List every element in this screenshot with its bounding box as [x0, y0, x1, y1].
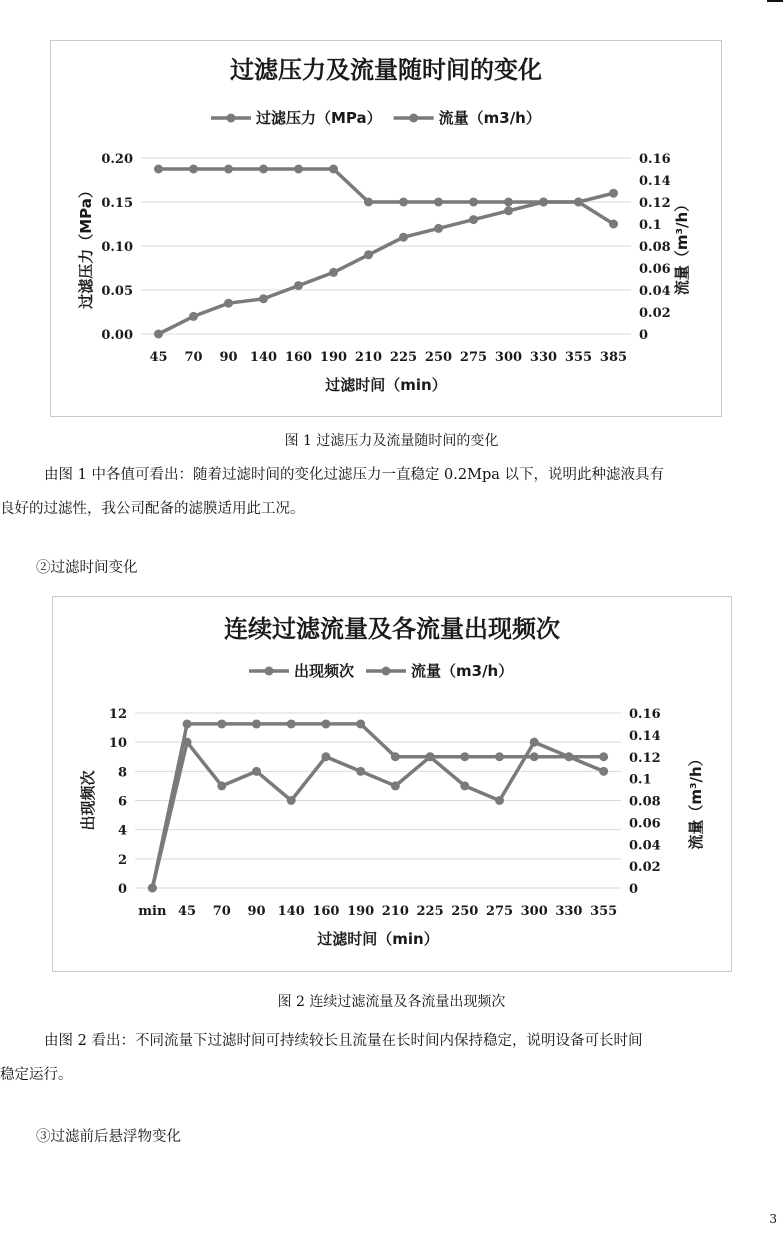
data-point-1-12	[564, 752, 573, 761]
chart-pressure-flow	[50, 40, 722, 417]
data-point-1-9	[460, 752, 469, 761]
x-tick-label: 45	[178, 904, 197, 919]
data-point-1-2	[224, 165, 233, 174]
y2-tick-label: 0.1	[639, 218, 662, 233]
chart-title: 连续过滤流量及各流量出现频次	[224, 615, 560, 643]
x-tick-label: 385	[599, 350, 628, 365]
data-point-0-6	[364, 250, 373, 259]
y-tick-label: 0	[117, 882, 127, 897]
series-line-1	[152, 724, 603, 888]
legend-marker-1	[409, 114, 418, 123]
x-tick-label: 225	[389, 350, 418, 365]
data-point-1-10	[504, 198, 513, 207]
y-axis-title: 过滤压力（MPa）	[77, 183, 95, 309]
data-point-0-9	[460, 781, 469, 790]
y2-axis-title: 流量（m³/h）	[673, 196, 691, 296]
page-number: 3	[769, 1212, 777, 1226]
x-tick-label: 90	[219, 350, 238, 365]
y2-tick-label: 0.1	[629, 772, 652, 788]
data-point-1-6	[356, 719, 365, 728]
chart-title: 过滤压力及流量随时间的变化	[230, 56, 542, 84]
x-tick-label: 210	[354, 350, 383, 365]
data-point-0-13	[609, 189, 618, 198]
data-point-0-13	[599, 767, 608, 776]
x-tick-label: 275	[459, 350, 488, 365]
data-point-1-3	[252, 719, 261, 728]
x-tick-label: min	[138, 904, 167, 919]
data-point-0-1	[189, 312, 198, 321]
data-point-1-9	[469, 198, 478, 207]
data-point-0-7	[391, 781, 400, 790]
y2-tick-label: 0.16	[639, 152, 671, 167]
y2-axis-title: 流量（m³/h）	[687, 751, 705, 850]
data-point-0-8	[434, 224, 443, 233]
legend-marker-0	[227, 114, 236, 123]
x-tick-label: 70	[212, 904, 231, 919]
legend-label-1: 流量（m3/h）	[438, 109, 541, 127]
data-point-1-7	[391, 752, 400, 761]
y2-tick-label: 0.06	[629, 816, 661, 832]
data-point-1-4	[294, 165, 303, 174]
x-tick-label: 140	[277, 904, 305, 919]
y2-tick-label: 0.12	[639, 196, 671, 211]
series-line-1	[159, 169, 614, 224]
data-point-1-11	[539, 198, 548, 207]
data-point-1-12	[574, 198, 583, 207]
data-point-1-3	[259, 165, 268, 174]
x-tick-label: 355	[590, 904, 618, 919]
y-tick-label: 0.10	[101, 240, 133, 255]
data-point-0-2	[217, 781, 226, 790]
data-point-0-11	[530, 738, 539, 747]
y-axis-title: 出现频次	[79, 770, 97, 831]
figure-2-caption: 图 2 连续过滤流量及各流量出现频次	[277, 994, 506, 1010]
y-tick-label: 10	[108, 736, 127, 752]
y-tick-label: 8	[117, 765, 127, 781]
y-tick-label: 0.00	[101, 328, 133, 343]
y2-tick-label: 0.02	[629, 860, 661, 876]
y2-tick-label: 0.08	[639, 240, 671, 255]
y2-tick-label: 0.14	[639, 174, 671, 189]
figure-1-caption: 图 1 过滤压力及流量随时间的变化	[284, 433, 499, 449]
y2-tick-label: 0.02	[639, 306, 671, 321]
y2-tick-label: 0.04	[629, 838, 661, 854]
y-tick-label: 12	[108, 707, 127, 722]
x-tick-label: 90	[247, 904, 266, 919]
x-tick-label: 225	[416, 904, 444, 919]
data-point-1-1	[189, 165, 198, 174]
x-tick-label: 300	[494, 350, 523, 365]
data-point-1-5	[321, 719, 330, 728]
data-point-1-13	[609, 220, 618, 229]
x-tick-label: 190	[347, 904, 375, 919]
data-point-1-0	[148, 884, 157, 893]
data-point-0-9	[469, 215, 478, 224]
data-point-0-5	[329, 268, 338, 277]
section-heading-filter-time: ②过滤时间变化	[36, 560, 138, 576]
chart-flow-frequency-svg	[53, 597, 731, 971]
data-point-1-0	[154, 165, 163, 174]
data-point-1-13	[599, 752, 608, 761]
x-tick-label: 300	[520, 904, 548, 919]
legend-marker-0	[265, 667, 274, 676]
data-point-0-3	[252, 767, 261, 776]
data-point-1-2	[217, 719, 226, 728]
y2-tick-label: 0.06	[639, 262, 671, 277]
data-point-1-6	[364, 198, 373, 207]
legend-marker-1	[382, 667, 391, 676]
data-point-0-3	[259, 294, 268, 303]
x-tick-label: 330	[529, 350, 558, 365]
y2-tick-label: 0.14	[629, 728, 661, 744]
y2-tick-label: 0.16	[629, 707, 661, 722]
chart-pressure-flow-svg	[51, 41, 721, 416]
y-tick-label: 0.15	[101, 196, 133, 211]
data-point-1-10	[495, 752, 504, 761]
data-point-0-10	[504, 206, 513, 215]
data-point-0-0	[154, 330, 163, 339]
legend-label-0: 出现频次	[294, 662, 355, 680]
data-point-1-5	[329, 165, 338, 174]
data-point-0-7	[399, 233, 408, 242]
paragraph-1-line-2: 良好的过滤性，我公司配备的滤膜适用此工况。	[0, 501, 305, 517]
x-tick-label: 210	[381, 904, 409, 919]
data-point-0-2	[224, 299, 233, 308]
x-tick-label: 250	[424, 350, 453, 365]
x-tick-label: 160	[284, 350, 313, 365]
data-point-1-1	[183, 719, 192, 728]
data-point-0-4	[287, 796, 296, 805]
paragraph-1	[0, 458, 783, 526]
x-axis-title: 过滤时间（min）	[317, 930, 439, 948]
y-tick-label: 4	[117, 823, 127, 839]
data-point-1-11	[530, 752, 539, 761]
section-heading-suspended-solids: ③过滤前后悬浮物变化	[36, 1129, 181, 1145]
data-point-1-7	[399, 198, 408, 207]
x-tick-label: 140	[249, 350, 278, 365]
chart-flow-frequency	[52, 596, 732, 972]
y2-tick-label: 0	[629, 882, 639, 897]
paragraph-2-line-1: 由图 2 看出：不同流量下过滤时间可持续较长且流量在长时间内保持稳定，说明设备可长时间	[44, 1033, 643, 1049]
top-right-mark	[767, 0, 783, 2]
paragraph-2	[0, 1024, 783, 1092]
y-tick-label: 6	[117, 794, 127, 810]
legend-label-1: 流量（m3/h）	[411, 662, 514, 680]
series-line-0	[159, 193, 614, 334]
data-point-0-4	[294, 281, 303, 290]
data-point-1-8	[426, 752, 435, 761]
data-point-0-5	[321, 752, 330, 761]
x-tick-label: 45	[149, 350, 168, 365]
x-tick-label: 160	[312, 904, 340, 919]
x-tick-label: 330	[555, 904, 583, 919]
y2-tick-label: 0.12	[629, 750, 661, 766]
y-tick-label: 0.20	[101, 152, 133, 167]
series-line-0	[152, 742, 603, 888]
y2-tick-label: 0	[639, 328, 649, 343]
x-tick-label: 70	[184, 350, 203, 365]
x-tick-label: 355	[564, 350, 593, 365]
x-tick-label: 190	[319, 350, 348, 365]
y-tick-label: 2	[117, 852, 127, 868]
data-point-0-6	[356, 767, 365, 776]
data-point-1-8	[434, 198, 443, 207]
data-point-1-4	[287, 719, 296, 728]
data-point-0-10	[495, 796, 504, 805]
paragraph-2-line-2: 稳定运行。	[0, 1067, 73, 1083]
y-tick-label: 0.05	[101, 284, 133, 299]
x-tick-label: 275	[485, 904, 514, 919]
x-tick-label: 250	[451, 904, 479, 919]
legend-label-0: 过滤压力（MPa）	[256, 109, 382, 127]
y2-tick-label: 0.08	[629, 794, 661, 810]
paragraph-1-line-1: 由图 1 中各值可看出：随着过滤时间的变化过滤压力一直稳定 0.2Mpa 以下，说明此种滤液具有	[44, 467, 664, 483]
y2-tick-label: 0.04	[639, 284, 671, 299]
x-axis-title: 过滤时间（min）	[325, 376, 447, 394]
